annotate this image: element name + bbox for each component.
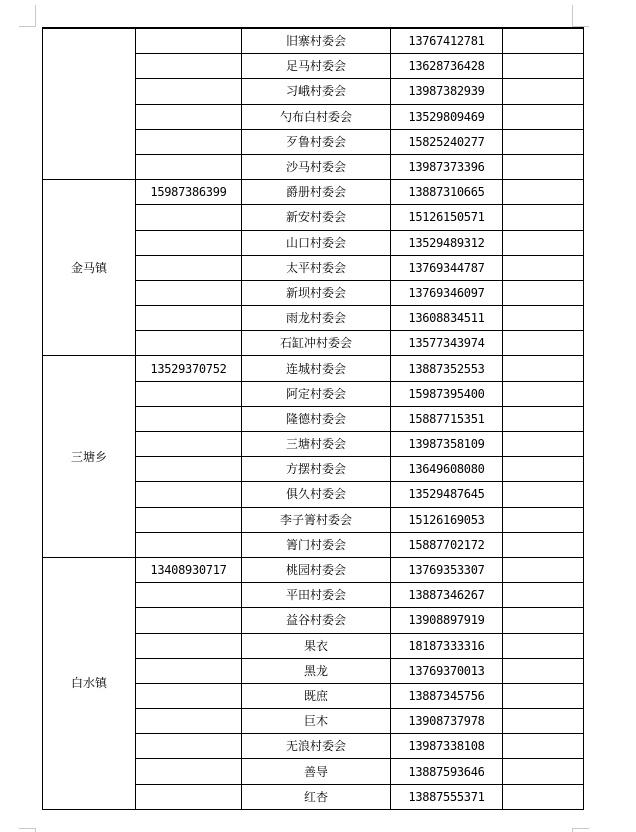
village-phone-cell: 13887593646 [391, 759, 503, 784]
town-phone-cell-empty [136, 154, 242, 179]
village-name-cell: 平田村委会 [242, 583, 391, 608]
note-cell [503, 356, 584, 381]
village-name-cell: 石缸冲村委会 [242, 331, 391, 356]
village-name-cell: 箐门村委会 [242, 532, 391, 557]
village-name-cell: 益谷村委会 [242, 608, 391, 633]
table-row [43, 28, 584, 54]
village-phone-cell: 15887715351 [391, 406, 503, 431]
table-row [43, 356, 584, 381]
note-cell [503, 230, 584, 255]
village-phone-cell: 15887702172 [391, 532, 503, 557]
village-phone-cell: 15825240277 [391, 129, 503, 154]
note-cell [503, 129, 584, 154]
town-phone-cell-empty [136, 457, 242, 482]
village-name-cell: 隆德村委会 [242, 406, 391, 431]
village-phone-cell: 13887555371 [391, 784, 503, 809]
town-phone-cell-empty [136, 734, 242, 759]
note-cell [503, 180, 584, 205]
town-phone-cell-empty [136, 381, 242, 406]
note-cell [503, 154, 584, 179]
village-name-cell: 雨龙村委会 [242, 306, 391, 331]
note-cell [503, 306, 584, 331]
village-phone-cell: 13887310665 [391, 180, 503, 205]
village-phone-cell: 13887346267 [391, 583, 503, 608]
town-phone-cell-empty [136, 633, 242, 658]
crop-mark-top-left-h [19, 26, 36, 27]
town-phone-cell-empty [136, 683, 242, 708]
table-row [43, 180, 584, 205]
town-phone-cell-empty [136, 759, 242, 784]
village-name-cell: 太平村委会 [242, 255, 391, 280]
town-phone-cell-empty [136, 230, 242, 255]
town-phone-cell-empty [136, 709, 242, 734]
town-phone-cell-empty [136, 306, 242, 331]
village-phone-cell: 13987338108 [391, 734, 503, 759]
note-cell [503, 532, 584, 557]
village-phone-cell: 13608834511 [391, 306, 503, 331]
village-name-cell: 爵册村委会 [242, 180, 391, 205]
town-phone-cell-empty [136, 255, 242, 280]
crop-mark-top-right-v [572, 5, 573, 27]
village-name-cell: 果衣 [242, 633, 391, 658]
note-cell [503, 709, 584, 734]
village-phone-cell: 15126150571 [391, 205, 503, 230]
village-name-cell: 巨木 [242, 709, 391, 734]
town-phone-cell: 13529370752 [136, 356, 242, 381]
village-phone-cell: 18187333316 [391, 633, 503, 658]
town-phone-cell-empty [136, 608, 242, 633]
village-phone-cell: 13769353307 [391, 557, 503, 582]
table-row [43, 557, 584, 582]
crop-mark-bottom-left-h [19, 828, 36, 829]
note-cell [503, 432, 584, 457]
village-name-cell: 李子箐村委会 [242, 507, 391, 532]
town-phone-cell-empty [136, 280, 242, 305]
note-cell [503, 280, 584, 305]
village-phone-cell: 13529487645 [391, 482, 503, 507]
town-phone-cell-empty [136, 331, 242, 356]
village-name-cell: 桃园村委会 [242, 557, 391, 582]
note-cell [503, 406, 584, 431]
town-phone-cell-empty [136, 784, 242, 809]
town-name-cell: 三塘乡 [43, 356, 136, 558]
village-name-cell: 习峨村委会 [242, 79, 391, 104]
village-phone-cell: 13987358109 [391, 432, 503, 457]
village-phone-cell: 13887345756 [391, 683, 503, 708]
note-cell [503, 658, 584, 683]
note-cell [503, 381, 584, 406]
town-phone-cell-empty [136, 658, 242, 683]
note-cell [503, 28, 584, 54]
note-cell [503, 54, 584, 79]
town-phone-cell-empty [136, 583, 242, 608]
village-phone-cell: 13628736428 [391, 54, 503, 79]
village-name-cell: 三塘村委会 [242, 432, 391, 457]
village-name-cell: 阿定村委会 [242, 381, 391, 406]
village-phone-cell: 13529809469 [391, 104, 503, 129]
note-cell [503, 759, 584, 784]
village-phone-cell: 13529489312 [391, 230, 503, 255]
village-phone-cell: 13769370013 [391, 658, 503, 683]
note-cell [503, 683, 584, 708]
note-cell [503, 255, 584, 280]
town-phone-cell-empty [136, 54, 242, 79]
village-name-cell: 方摆村委会 [242, 457, 391, 482]
village-name-cell: 新安村委会 [242, 205, 391, 230]
village-phone-cell: 13987373396 [391, 154, 503, 179]
village-phone-cell: 13649608080 [391, 457, 503, 482]
village-name-cell: 红杏 [242, 784, 391, 809]
village-phone-cell: 13987382939 [391, 79, 503, 104]
crop-mark-bottom-right-v [572, 828, 573, 832]
note-cell [503, 482, 584, 507]
town-phone-cell: 13408930717 [136, 557, 242, 582]
village-name-cell: 山口村委会 [242, 230, 391, 255]
town-name-cell: 金马镇 [43, 180, 136, 356]
note-cell [503, 734, 584, 759]
town-phone-cell [136, 28, 242, 54]
village-name-cell: 足马村委会 [242, 54, 391, 79]
note-cell [503, 784, 584, 809]
town-phone-cell-empty [136, 482, 242, 507]
note-cell [503, 507, 584, 532]
village-phone-cell: 13769346097 [391, 280, 503, 305]
village-name-cell: 俱久村委会 [242, 482, 391, 507]
crop-mark-bottom-left-v [35, 828, 36, 832]
note-cell [503, 205, 584, 230]
town-phone-cell-empty [136, 406, 242, 431]
town-phone-cell-empty [136, 104, 242, 129]
town-phone-cell: 15987386399 [136, 180, 242, 205]
crop-mark-bottom-right-h [572, 828, 589, 829]
note-cell [503, 583, 584, 608]
village-name-cell: 黑龙 [242, 658, 391, 683]
note-cell [503, 557, 584, 582]
note-cell [503, 331, 584, 356]
village-phone-cell: 15126169053 [391, 507, 503, 532]
village-phone-cell: 13908737978 [391, 709, 503, 734]
town-name-cell [43, 28, 136, 180]
town-phone-cell-empty [136, 79, 242, 104]
note-cell [503, 457, 584, 482]
village-phone-cell: 13767412781 [391, 28, 503, 54]
village-name-cell: 歹鲁村委会 [242, 129, 391, 154]
village-name-cell: 勺布白村委会 [242, 104, 391, 129]
village-name-cell: 沙马村委会 [242, 154, 391, 179]
village-phone-cell: 15987395400 [391, 381, 503, 406]
village-name-cell: 善导 [242, 759, 391, 784]
village-name-cell: 旧寨村委会 [242, 28, 391, 54]
note-cell [503, 633, 584, 658]
contact-table [42, 27, 584, 810]
village-phone-cell: 13908897919 [391, 608, 503, 633]
village-name-cell: 连城村委会 [242, 356, 391, 381]
town-phone-cell-empty [136, 205, 242, 230]
town-name-cell: 白水镇 [43, 557, 136, 809]
village-name-cell: 无浪村委会 [242, 734, 391, 759]
crop-mark-top-left-v [35, 5, 36, 27]
village-name-cell: 新坝村委会 [242, 280, 391, 305]
town-phone-cell-empty [136, 432, 242, 457]
village-phone-cell: 13577343974 [391, 331, 503, 356]
note-cell [503, 104, 584, 129]
village-name-cell: 既庶 [242, 683, 391, 708]
town-phone-cell-empty [136, 532, 242, 557]
contact-table-body [43, 28, 584, 809]
village-phone-cell: 13769344787 [391, 255, 503, 280]
village-phone-cell: 13887352553 [391, 356, 503, 381]
town-phone-cell-empty [136, 507, 242, 532]
note-cell [503, 608, 584, 633]
note-cell [503, 79, 584, 104]
town-phone-cell-empty [136, 129, 242, 154]
